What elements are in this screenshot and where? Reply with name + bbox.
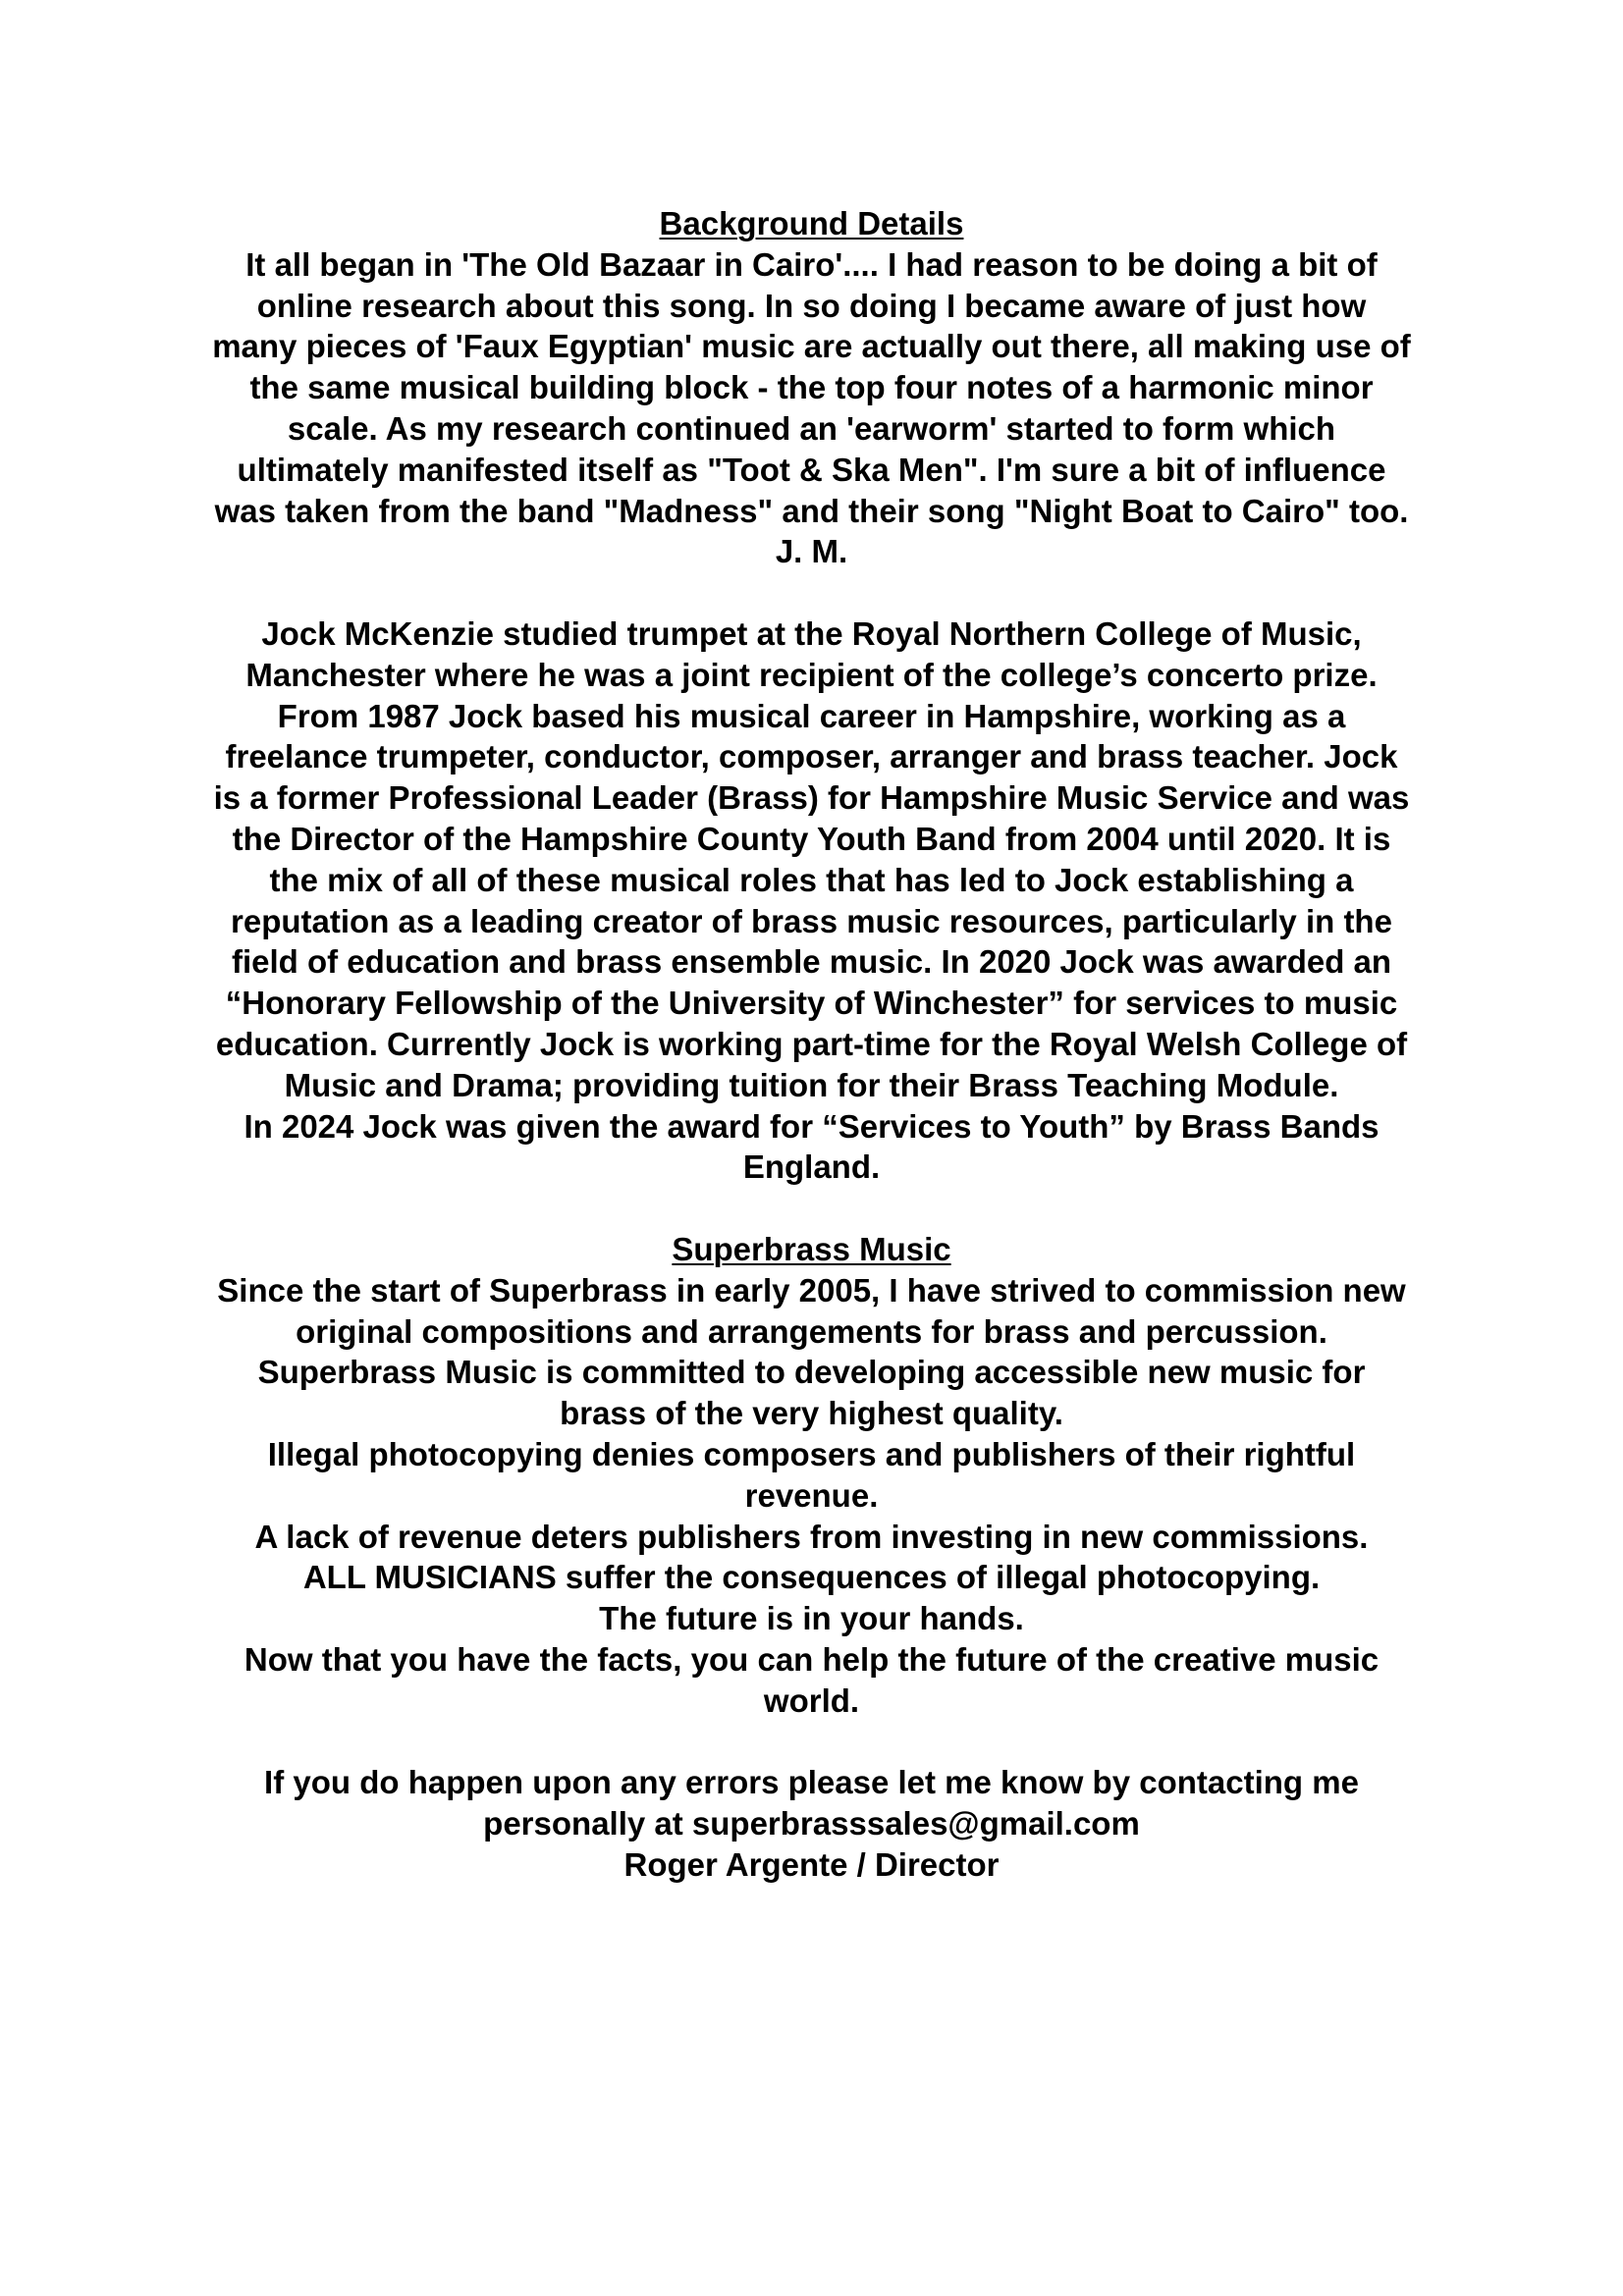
biography-line: reputation as a leading creator of brass music resources, particularly in the xyxy=(231,902,1392,939)
biography-line: the Director of the Hampshire County Youth Band from 2004 until 2020. It is xyxy=(232,820,1391,857)
background-line: ultimately manifested itself as "Toot & Ska Men". I'm sure a bit of influence xyxy=(237,451,1386,488)
background-heading: Background Details xyxy=(659,205,964,241)
section-spacer xyxy=(118,1721,1505,1762)
biography-line: “Honorary Fellowship of the University of Winchester” for services to music xyxy=(225,985,1398,1022)
biography-line: the mix of all of these musical roles that has led to Jock establishing a xyxy=(269,861,1354,898)
biography-line: Music and Drama; providing tuition for their Brass Teaching Module. xyxy=(284,1066,1339,1103)
background-line: scale. As my research continued an 'earworm' started to form which xyxy=(287,409,1336,447)
signature-line: Roger Argente / Director xyxy=(623,1845,1000,1883)
document-page xyxy=(118,203,1505,1886)
biography-line: freelance trumpeter, conductor, composer, arranger and brass teacher. Jock xyxy=(225,738,1398,775)
background-line: the same musical building block - the top four notes of a harmonic minor xyxy=(249,369,1374,406)
background-line: was taken from the band "Madness" and their song "Night Boat to Cairo" too. xyxy=(214,492,1409,529)
background-section xyxy=(118,203,1505,572)
background-line: many pieces of 'Faux Egyptian' music are actually out there, all making use of xyxy=(212,328,1411,365)
superbrass-line: Illegal photocopying denies composers and publishers of their rightful xyxy=(267,1435,1356,1472)
contact-line: If you do happen upon any errors please let me know by contacting me xyxy=(264,1764,1359,1801)
superbrass-line: Now that you have the facts, you can help the future of the creative music xyxy=(243,1640,1380,1678)
biography-line: From 1987 Jock based his musical career in Hampshire, working as a xyxy=(277,697,1346,734)
superbrass-section xyxy=(118,1229,1505,1722)
superbrass-line: Superbrass Music is committed to developing accessible new music for xyxy=(257,1354,1366,1391)
section-spacer xyxy=(118,572,1505,614)
background-line: It all began in 'The Old Bazaar in Cairo'.... I had reason to be doing a bit of xyxy=(245,245,1378,283)
contact-section xyxy=(118,1762,1505,1885)
superbrass-line: The future is in your hands. xyxy=(599,1600,1024,1637)
superbrass-line: Since the start of Superbrass in early 2005, I have strived to commission new xyxy=(217,1271,1406,1308)
biography-line: England. xyxy=(742,1148,881,1186)
superbrass-line: ALL MUSICIANS suffer the consequences of illegal photocopying. xyxy=(302,1559,1321,1596)
superbrass-line: revenue. xyxy=(744,1476,879,1514)
contact-email-line: personally at superbrasssales@gmail.com xyxy=(483,1805,1140,1842)
biography-line: is a former Professional Leader (Brass) for Hampshire Music Service and was xyxy=(213,779,1410,817)
biography-line: field of education and brass ensemble music. In 2020 Jock was awarded an xyxy=(231,943,1392,981)
superbrass-line: brass of the very highest quality. xyxy=(560,1395,1063,1432)
background-line: online research about this song. In so doing I became aware of just how xyxy=(256,287,1367,324)
superbrass-heading: Superbrass Music xyxy=(672,1230,951,1267)
section-spacer xyxy=(118,1188,1505,1229)
superbrass-line: world. xyxy=(763,1682,860,1719)
biography-section xyxy=(118,614,1505,1188)
biography-line: Jock McKenzie studied trumpet at the Royal Northern College of Music, xyxy=(261,614,1362,652)
background-signature: J. M. xyxy=(775,533,848,570)
biography-line: In 2024 Jock was given the award for “Services to Youth” by Brass Bands xyxy=(243,1107,1380,1145)
superbrass-line: original compositions and arrangements for brass and percussion. xyxy=(296,1312,1327,1350)
biography-line: Manchester where he was a joint recipient of the college’s concerto prize. xyxy=(245,656,1378,693)
superbrass-line: A lack of revenue deters publishers from investing in new commissions. xyxy=(254,1518,1369,1555)
biography-line: education. Currently Jock is working part-time for the Royal Welsh College of xyxy=(215,1025,1408,1062)
